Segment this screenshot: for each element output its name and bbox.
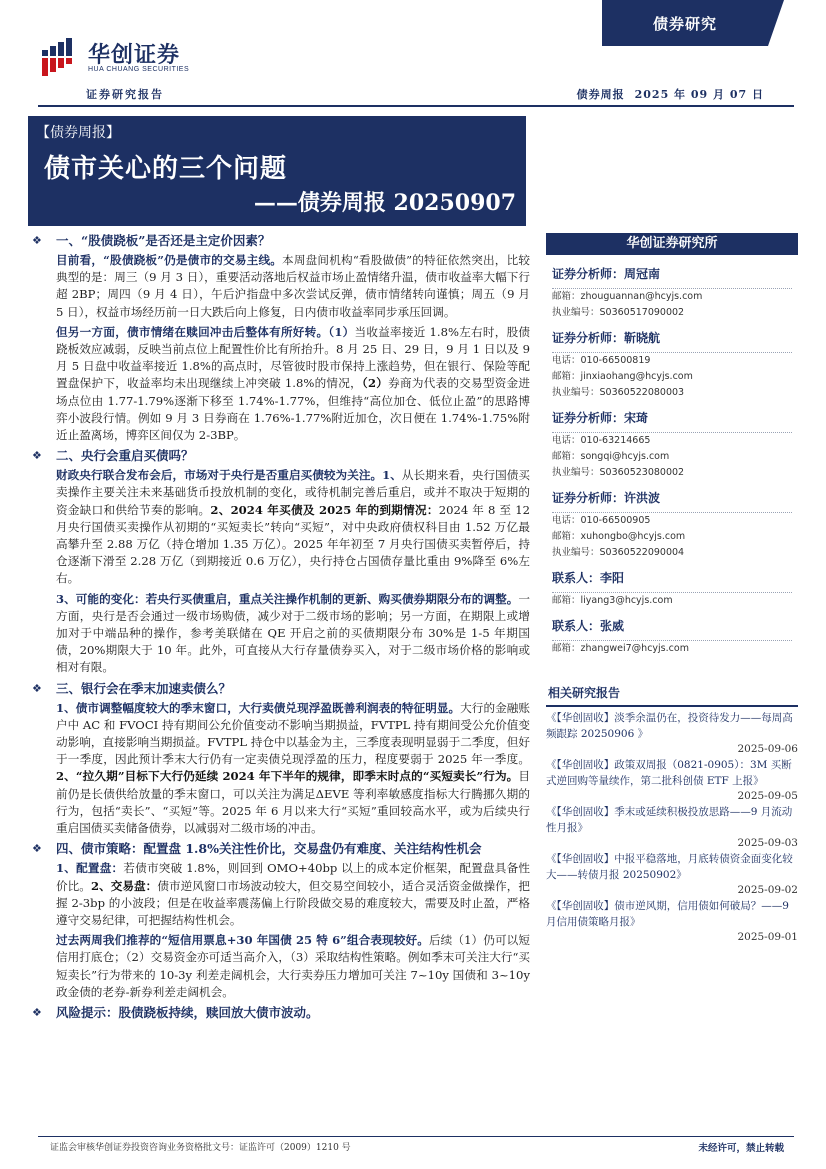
analyst-card xyxy=(546,329,798,401)
related-head: 相关研究报告 xyxy=(548,686,621,700)
analyst-name: 证券分析师：周冠南 xyxy=(552,267,661,281)
analyst-list xyxy=(546,265,798,657)
report-type: 证券研究报告 xyxy=(86,88,164,101)
paragraph-lead-2: 2、交易盘： xyxy=(90,878,158,893)
footer-divider xyxy=(38,1136,794,1137)
analyst-name: 联系人：张威 xyxy=(552,619,625,633)
related-report-date: 2025-09-02 xyxy=(737,884,798,896)
paragraph-text-2: 债市逆风窗口市场波动较大，但交易空间较小，适合灵活资金做操作，把握 2-3bp 的小波段；但是在收益率震荡偏上行阶段做交易的难度较大，需要及时止盈，严格遵守交易纪律，可把握结构性机会。 xyxy=(56,878,530,927)
paragraph-text: 若债市突破 1.8%，则回到 OMO+40bp 以上的成本定价框架，配置盘具备性价比。 xyxy=(56,861,530,893)
analyst-contact: 邮箱：xuhongbo@hcyjs.com xyxy=(552,531,686,542)
related-report-date: 2025-09-03 xyxy=(737,837,798,849)
paragraph-lead: 目前看，“股债跷板”仍是债市的交易主线。 xyxy=(56,253,283,267)
related-report-title: 《【华创固收】淡季余温仍在，投资待发力——每周高频跟踪 20250906 》 xyxy=(546,712,793,740)
related-report-title: 《【华创固收】政策双周报（0821-0905）：3M 买断式逆回购等量续作，第二批科创债 ETF 上报》 xyxy=(546,759,792,787)
analyst-name: 证券分析师：许洪波 xyxy=(552,491,661,505)
section-title: 三、银行会在季末加速卖债么？ xyxy=(56,680,232,696)
paragraph-lead: 财政央行联合发布会后，市场对于央行是否重启买债较为关注。1、 xyxy=(56,468,402,483)
footer-license: 证监会审核华创证券投资咨询业务资格批文号：证监许可（2009）1210 号 xyxy=(50,1143,351,1153)
related-reports xyxy=(546,684,798,946)
analyst-contact: 邮箱：songqi@hcyjs.com xyxy=(552,451,670,462)
body-paragraph xyxy=(56,252,530,321)
analyst-card xyxy=(546,489,798,561)
analyst-contact: 执业编号：S0360517090002 xyxy=(552,307,685,318)
section-heading xyxy=(28,1004,530,1021)
analyst-contact: 执业编号：S0360522090004 xyxy=(552,547,685,558)
body-paragraph xyxy=(56,932,530,1001)
page-subtitle: ——债券周报 20250907 xyxy=(253,190,516,216)
report-category: 债券周报 xyxy=(576,88,625,101)
body-paragraph xyxy=(56,860,530,929)
related-report-title: 《【华创固收】季末或延续积极投放思路——9 月流动性月报》 xyxy=(546,806,793,834)
paragraph-lead: 1、债市调整幅度较大的季末窗口，大行卖债兑现浮盈既善利润表的特征明显。 xyxy=(56,700,461,715)
page-title: 债市关心的三个问题 xyxy=(44,154,288,184)
diamond-bullet-icon: ❖ xyxy=(32,842,42,856)
related-report-date: 2025-09-01 xyxy=(737,931,798,943)
analyst-contact: 邮箱：jinxiaohang@hcyjs.com xyxy=(552,371,693,382)
title-tag: 【债券周报】 xyxy=(36,125,120,141)
sidebar-analysts xyxy=(546,233,798,665)
section-heading xyxy=(28,680,530,697)
analyst-contact: 邮箱：liyang3@hcyjs.com xyxy=(552,595,673,606)
sidebar-head: 华创证券研究所 xyxy=(546,233,798,255)
header-divider xyxy=(38,105,794,107)
main-body xyxy=(28,232,530,1024)
related-list xyxy=(546,711,798,944)
paragraph-text-2: 券商为代表的交易型资金进场点位由 1.77-1.79%逐渐下移至 1.74%-1.77%，但维持“高位加仓、低位止盈”的思路博弈小波段行情。例如 9 月 3 日券商在 1.76%-1.77%附近加仓，次日便在 1.74%-1.75%附近止盈离场，博弈区间仅为 2-3BP。 xyxy=(56,376,530,443)
corner-tag: 债券研究 xyxy=(602,0,768,46)
analyst-name: 联系人：李阳 xyxy=(552,571,625,585)
section-title: 四、债市策略：配置盘 1.8%关注性价比，交易盘仍有难度、关注结构性机会 xyxy=(56,841,482,857)
section-title: 二、央行会重启买债吗？ xyxy=(56,448,194,464)
analyst-card xyxy=(546,409,798,481)
related-divider xyxy=(546,705,798,707)
paragraph-text: 后续（1）仍可以短信用打底仓；（2）交易资金亦可适当高介入，（3）采取结构性策略。例如季末可关注大行“买短卖长”行为带来的 10-3y 利差走阔机会，大行卖券压力增加可关注 7~10y 国债和 3~10y 政金债的老券-新券利差走阔机会。 xyxy=(56,933,530,999)
company-logo xyxy=(40,36,210,80)
body-paragraph xyxy=(56,700,530,838)
paragraph-text: 从长期来看，央行国债买卖操作主要关注未来基础货币投放机制的变化，或待机制完善后重启，或并不取决于短期的资金缺口和供给节奏的影响。 xyxy=(56,468,530,517)
analyst-contact: 电话：010-63214665 xyxy=(552,435,651,446)
analyst-contact: 电话：010-66500905 xyxy=(552,515,651,526)
paragraph-text-2: 目前仍是长债供给放量的季末窗口，可以关注为满足ΔEVE 等利率敏感度指标大行腾挪久期的行为，包括“卖长”、“买短”等。2025 年 6 月以来大行“买短”重回较高水平，或为后续央行重启国债买卖储备债券，以减弱对二级市场的冲击。 xyxy=(56,769,530,836)
paragraph-text: 大行的金融账户中 AC 和 FVOCI 持有期间公允价值变动不影响当期损益，FVTPL 持有期间受公允价值变动影响，直接影响当期损益。FVTPL 持仓中以基金为主，三季度表现明显弱于二季度，但好于一季度，因此预计季末大行仍有一定卖债兑现浮盈的压力，程度要弱于 2025 年一季度。 xyxy=(56,700,530,767)
related-report-title: 《【华创固收】债市逆风期，信用债如何破局？——9 月信用债策略月报》 xyxy=(546,900,789,928)
paragraph-text: 本周盘间机构“看股做债”的特征依然突出，比较典型的是：周三（9 月 3 日），重要活动落地后权益市场止盈情绪升温，债市收益率大幅下行超 2BP；周四（9 月 4 日），午后沪指盘中多次尝试反弹，债市情绪转向谨慎；周五（9 月 5 日），权益市场经历前一日大跌后向上修复，日内债市收益率同步承压回调。 xyxy=(56,253,530,319)
logo-text-en: HUA CHUANG SECURITIES xyxy=(88,66,190,73)
body-paragraph xyxy=(56,591,530,677)
analyst-contact: 执业编号：S0360522080003 xyxy=(552,387,685,398)
section-heading xyxy=(28,232,530,249)
analyst-name: 证券分析师：宋琦 xyxy=(552,411,649,425)
paragraph-lead: 但另一方面，债市情绪在赎回冲击后整体有所好转。（1） xyxy=(56,324,355,339)
body-paragraph xyxy=(56,324,530,444)
body-paragraph xyxy=(56,467,530,587)
related-report-title: 《【华创固收】中报平稳落地，月底转债资金面变化较大——转债月报 20250902》 xyxy=(546,853,793,881)
paragraph-text: 当收益率接近 1.8%左右时，股债跷板效应减弱，反映当前点位上配置性价比有所抬升。8 月 25 日、29 日，9 月 1 日以及 9 月 5 日盘中收益率接近 1.8%的高点时，尽管彼时股市保持上涨趋势，但在银行、保险等配置盘保护下，收益率均未出现继续上冲突破 1.8%的情况， xyxy=(56,324,531,391)
paragraph-lead-2: 2、2024 年买债及 2025 年的到期情况： xyxy=(210,502,439,517)
diamond-bullet-icon: ❖ xyxy=(32,1005,42,1019)
analyst-contact: 邮箱：zhangwei7@hcyjs.com xyxy=(552,643,689,654)
paragraph-lead: 1、配置盘： xyxy=(56,861,124,876)
analyst-contact: 执业编号：S0360523080002 xyxy=(552,467,685,478)
analyst-name: 证券分析师：靳晓航 xyxy=(552,331,661,345)
diamond-bullet-icon: ❖ xyxy=(32,234,42,247)
section-title: 风险提示：股债跷板持续，赎回放大债市波动。 xyxy=(56,1004,319,1020)
footer-notice: 未经许可，禁止转载 xyxy=(698,1143,784,1154)
logo-text-cn: 华创证券 xyxy=(88,43,181,68)
header-meta xyxy=(567,86,764,102)
section-title: 一、“股债跷板”是否还是主定价因素？ xyxy=(56,233,271,248)
paragraph-text-2: 2024 年 8 至 12 月央行国债买卖操作从初期的“买短卖长”转向“买短”，对中央政府债权科目由 1.52 万亿最高攀升至 2.88 万亿（持仓增加 1.35 万亿）。2025 年年初至 7 月央行国债买卖暂停后，持仓逐渐下滑至 2.28 万亿（到期接近 0.6 万亿），央行持仓占国债存量比重由 9%降至 6%左右。 xyxy=(56,502,530,586)
analyst-card xyxy=(546,569,798,609)
paragraph-lead: 过去两周我们推荐的“短信用票息+30 年国债 25 特 6”组合表现较好。 xyxy=(56,933,429,948)
logo-mark-icon xyxy=(40,36,84,78)
related-report-date: 2025-09-05 xyxy=(737,790,798,802)
section-heading xyxy=(28,840,530,857)
diamond-bullet-icon: ❖ xyxy=(32,681,42,695)
diamond-bullet-icon: ❖ xyxy=(32,449,42,463)
paragraph-lead: 3、可能的变化：若央行买债重启，重点关注操作机制的更新、购买债券期限分布的调整。 xyxy=(56,591,519,606)
report-date: 2025 年 09 月 07 日 xyxy=(634,88,764,101)
paragraph-lead-2: （2） xyxy=(361,376,389,391)
analyst-contact: 邮箱：zhouguannan@hcyjs.com xyxy=(552,291,703,302)
paragraph-lead-2: 2、“拉久期”目标下大行仍延续 2024 年下半年的规律，即季末时点的“买短卖长”行为。 xyxy=(56,769,519,784)
title-banner xyxy=(28,116,526,226)
analyst-card xyxy=(546,265,798,321)
analyst-card xyxy=(546,617,798,657)
section-heading xyxy=(28,447,530,464)
related-report-date: 2025-09-06 xyxy=(737,743,798,755)
analyst-contact: 电话：010-66500819 xyxy=(552,355,651,366)
paragraph-text: 一方面，央行是否会通过一级市场购债，减少对于二级市场的影响；另一方面，在期限上或增加对于中端品种的操作，参考美联储在 QE 开启之前的买债期限分布 30%是 1-5 年期国债，20%期限大于 10 年。此外，可直接从大行存量债券买入，对于二级市场价格的影响或相对有限。 xyxy=(56,591,530,675)
